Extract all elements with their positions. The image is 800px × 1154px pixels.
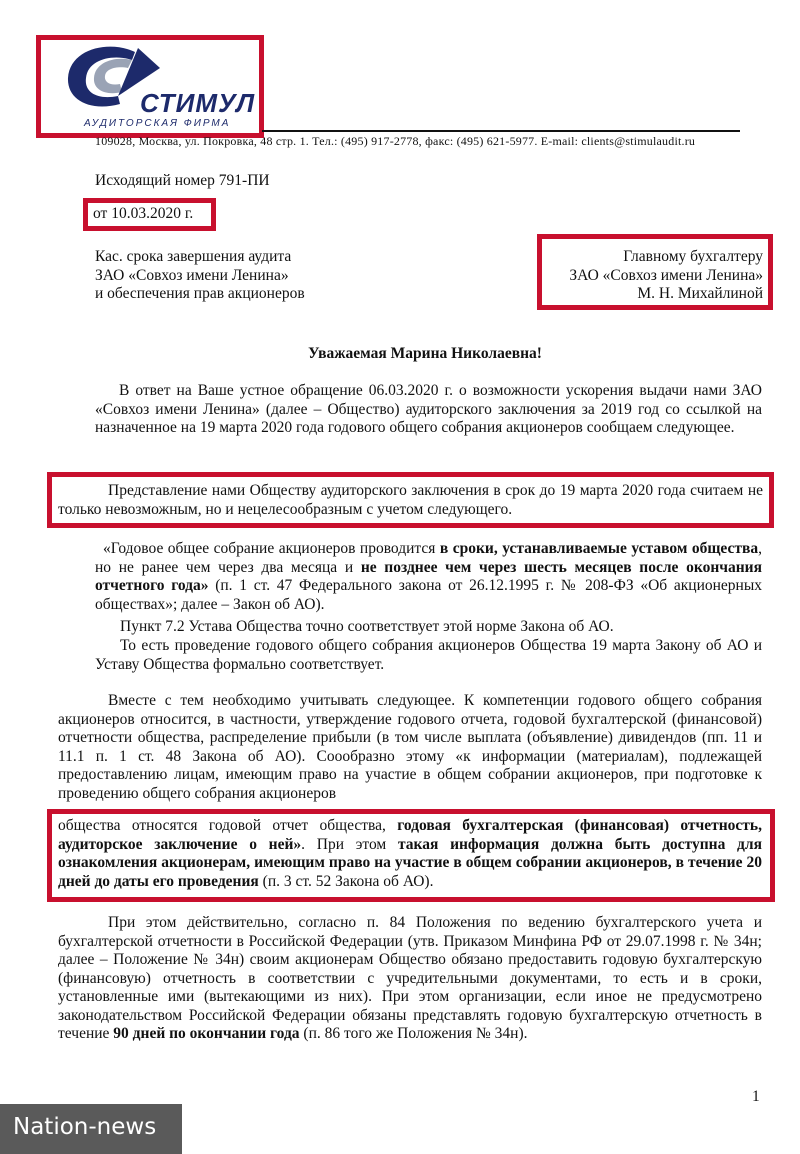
salutation: Уважаемая Марина Николаевна! xyxy=(308,345,542,362)
brand-subtitle: АУДИТОРСКАЯ ФИРМА xyxy=(84,118,231,129)
watermark-text: Nation-news xyxy=(13,1114,157,1140)
contacts-line: 109028, Москва, ул. Покровка, 48 стр. 1. Тел.: (495) 917-2778, факс: (495) 621-5977. E-mail: clients@stimulaudit.ru xyxy=(95,134,696,148)
subject-line: и обеспечения прав акционеров xyxy=(95,285,305,302)
subject-line: Кас. срока завершения аудита xyxy=(95,248,292,265)
paragraph-charter: Пункт 7.2 Устава Общества точно соответствует этой норме Закона об АО. xyxy=(120,618,614,635)
highlight-box-date xyxy=(83,198,216,231)
paragraph-conclusion: Представление нами Обществу аудиторского заключения в срок до 19 марта 2020 года считаем не только невозможным, но и нецелесообразным с учетом следующего. xyxy=(58,482,763,518)
paragraph-competence: Вместе с тем необходимо учитывать следующее. К компетенции годового общего собрания акционеров относится, в частности, утверждение годового отчета, годовой бухгалтерской (финансовой) отчетности общества, распределение прибыли (в том числе выплата (объявление) дивидендов (пп. 11 и 11.1 п. 1 ст. 48 Закона об АО). Соообразно этому «к информации (материалам), подлежащей предоставлению лицам, имеющим право на участие в общем собрании акционеров, при подготовке к проведению общего собрания акционеров xyxy=(58,692,762,802)
paragraph-law-quote: «Годовое общее собрание акционеров проводится в сроки, устанавливаемые уставом общества, но не ранее чем через два месяца и не позднее чем через шесть месяцев после окончания отчетного года» (п. 1 ст. 47 Федерального закона от 26.12.1995 г. № 208-ФЗ «Об акционерных обществах»; далее – Закон об АО). xyxy=(95,540,762,613)
paragraph-formal-compliance: То есть проведение годового общего собрания акционеров Общества 19 марта Закону об АО и Уставу Общества формально соответствует. xyxy=(95,637,762,673)
letter-date: от 10.03.2020 г. xyxy=(93,205,194,222)
highlight-box-disclosure xyxy=(47,809,775,902)
addressee-line: ЗАО «Совхоз имени Ленина» xyxy=(569,266,763,284)
brand-name: СТИМУЛ xyxy=(140,88,256,118)
header-divider xyxy=(262,130,740,132)
outgoing-number: Исходящий номер 791-ПИ xyxy=(95,172,270,189)
paragraph-disclosure: общества относятся годовой отчет общества, годовая бухгалтерская (финансовая) отчетность, аудиторское заключение о ней». При этом такая информация должна быть доступна для ознакомления акционерам, имеющим право на участие в общем собрании акционеров, в течение 20 дней до даты его проведения (п. 3 ст. 52 Закона об АО). xyxy=(58,817,762,890)
addressee-line: Главному бухгалтеру xyxy=(623,248,763,265)
highlight-box-logo xyxy=(36,35,264,138)
highlight-box-conclusion xyxy=(47,472,774,528)
addressee-line: М. Н. Михайлиной xyxy=(637,285,763,302)
subject-line: ЗАО «Совхоз имени Ленина» xyxy=(95,266,289,284)
paragraph-reply: В ответ на Ваше устное обращение 06.03.2020 г. о возможности ускорения выдачи нами ЗАО «Совхоз имени Ленина» (далее – Общество) аудиторского заключения за 2019 год со ссылкой на назначенное на 19 марта 2020 года годового общего собрания акционеров сообщаем следующее. xyxy=(95,382,762,436)
subject-block xyxy=(95,248,395,304)
page-number: 1 xyxy=(752,1088,760,1105)
highlight-box-addressee xyxy=(537,234,773,310)
paragraph-accounting-rules: При этом действительно, согласно п. 84 Положения по ведению бухгалтерского учета и бухгалтерской отчетности в Российской Федерации (утв. Приказом Минфина РФ от 29.07.1998 г. № 34н; далее – Положение № 34н) своим акционерам Общество обязано предоставить годовую бухгалтерскую (финансовую) отчетность в соответствии с учредительными документами, то есть и в сроки, установленные ими (вытекающими из них). При этом организации, если иное не предусмотрено законодательством Российской Федерации обязаны представлять годовую бухгалтерскую отчетность в течение 90 дней по окончании года (п. 86 того же Положения № 34н). xyxy=(58,914,762,1042)
